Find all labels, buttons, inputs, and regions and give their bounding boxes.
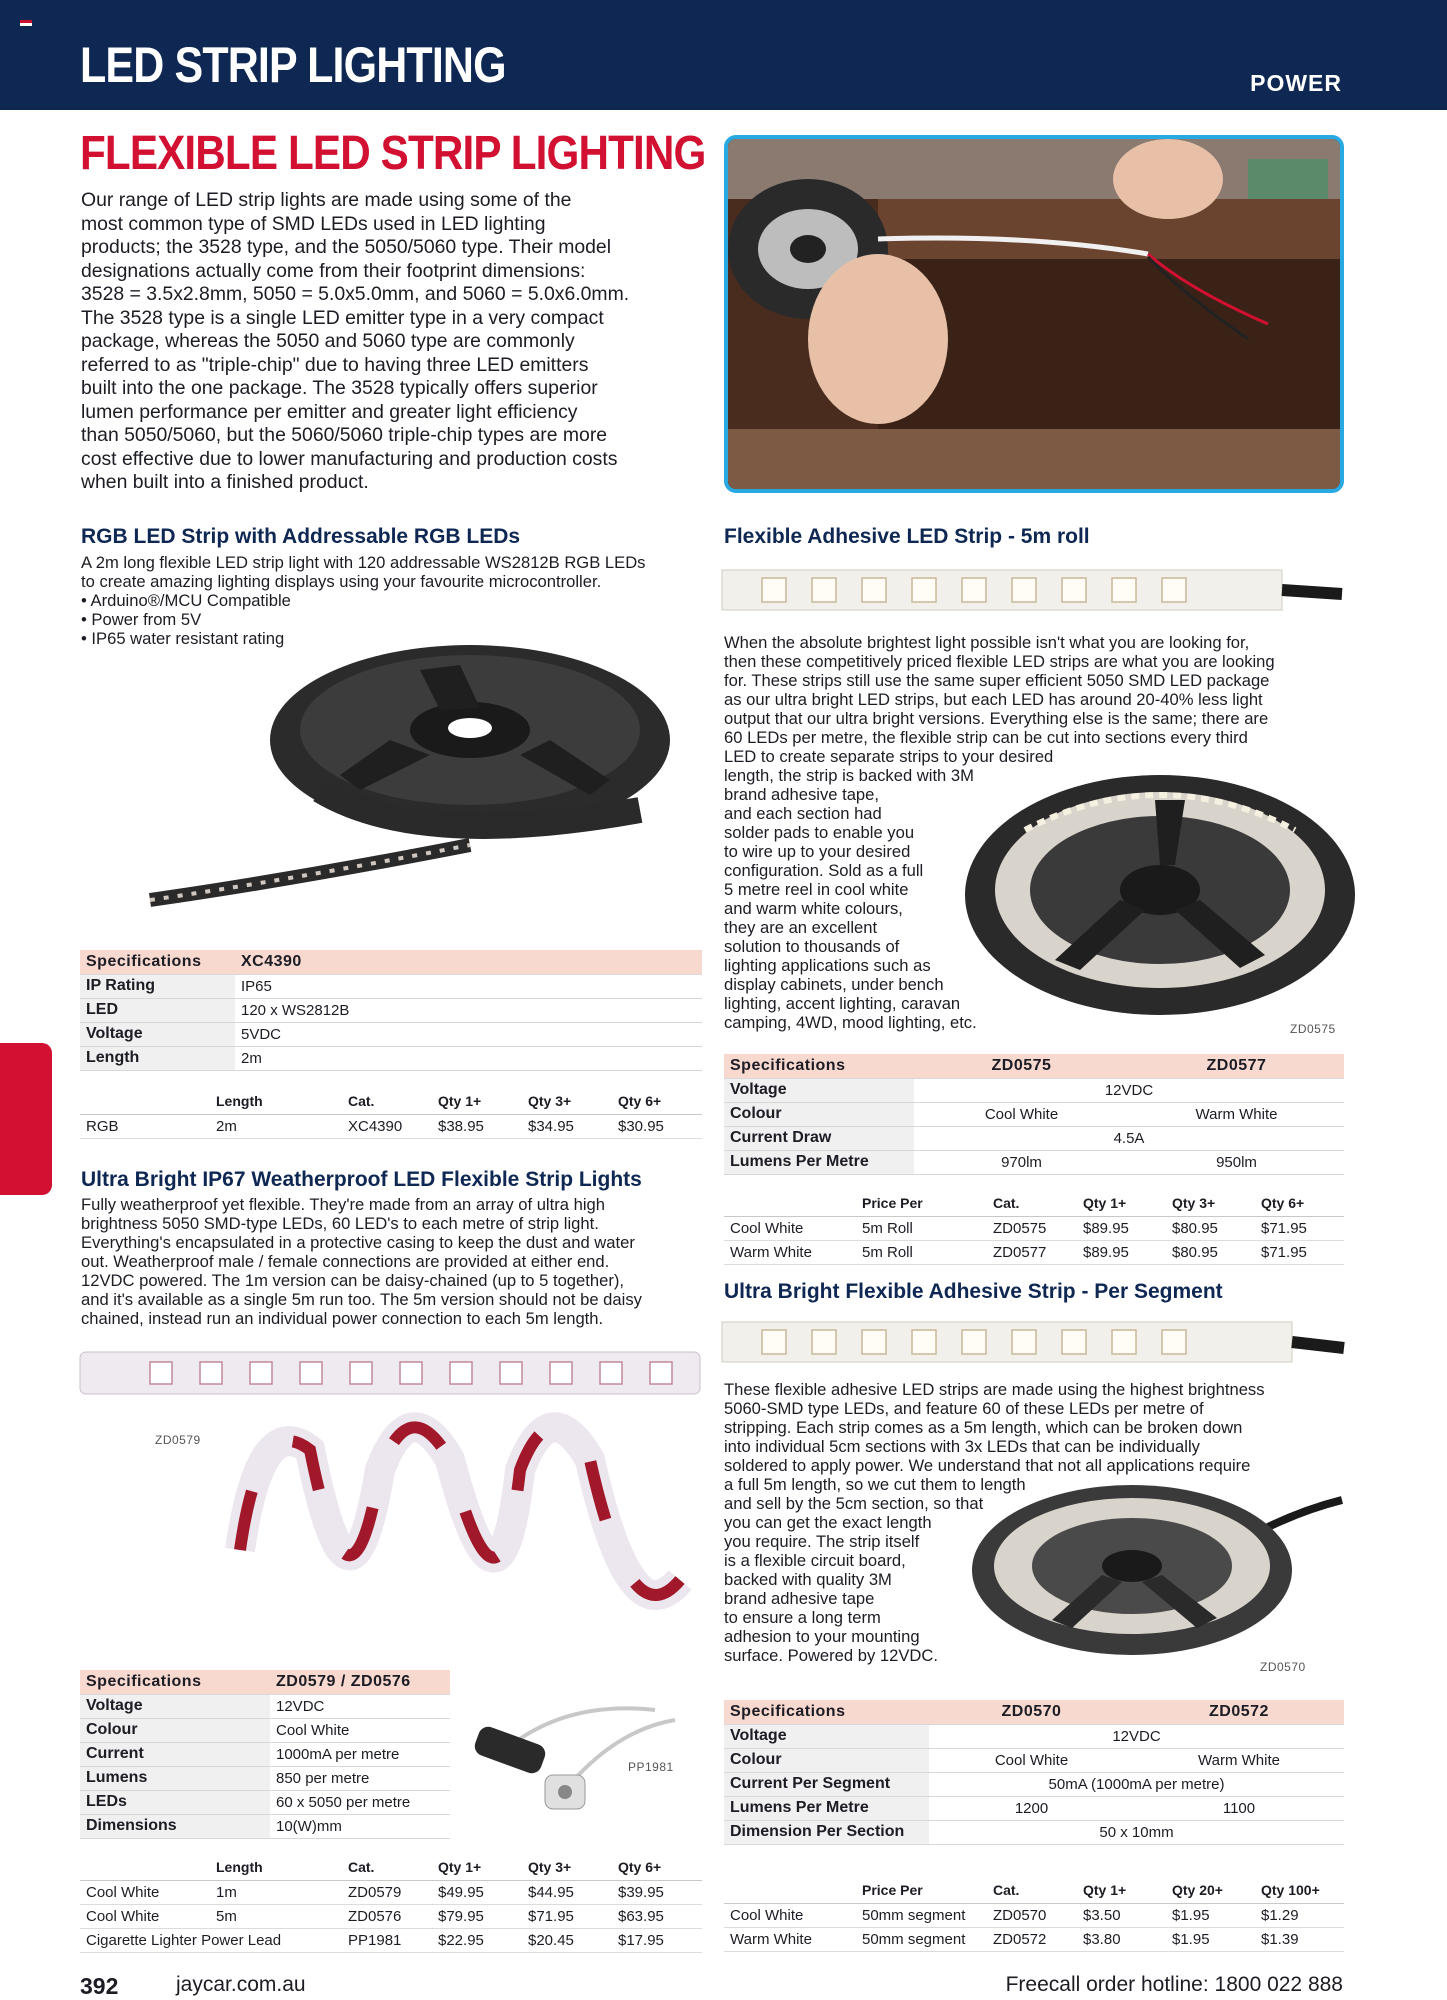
price-header-row <box>724 1877 1344 1903</box>
price-cell: 2m <box>210 1114 342 1138</box>
price-cell: $44.95 <box>522 1880 612 1904</box>
price-cell: $49.95 <box>432 1880 522 1904</box>
page-title: LED STRIP LIGHTING <box>80 37 506 93</box>
price-row <box>724 1216 1344 1240</box>
price-cell: $89.95 <box>1077 1216 1166 1240</box>
image-code-label: ZD0575 <box>1290 1022 1336 1036</box>
spec-label: Length <box>80 1046 235 1070</box>
desc-line: to wire up to your desired <box>724 842 911 861</box>
spec-value: 12VDC <box>929 1724 1344 1748</box>
price-cell: ZD0570 <box>987 1903 1077 1927</box>
spec-row <box>724 1078 1344 1102</box>
desc-line: for. These strips still use the same super efficient 5050 SMD LED package <box>724 671 1270 690</box>
price-header: Qty 6+ <box>612 1854 702 1880</box>
spec-header-row <box>724 1700 1344 1724</box>
price-row <box>80 1114 702 1138</box>
price-header: Cat. <box>987 1190 1077 1216</box>
desc-line: to create amazing lighting displays using your favourite microcontroller. <box>81 572 602 591</box>
desc-line: Fully weatherproof yet flexible. They're made from an array of ultra high <box>81 1195 605 1214</box>
price-cell: $63.95 <box>612 1904 702 1928</box>
price-header: Qty 1+ <box>1077 1877 1166 1903</box>
price-cell: Cigarette Lighter Power Lead <box>80 1928 342 1952</box>
spec-value: Cool White <box>914 1102 1129 1126</box>
price-cell: $30.95 <box>612 1114 702 1138</box>
price-cell: $1.95 <box>1166 1927 1255 1951</box>
price-cell: RGB <box>80 1114 210 1138</box>
price-cell: 1m <box>210 1880 342 1904</box>
spec-value: Warm White <box>1134 1748 1344 1772</box>
price-cell: $39.95 <box>612 1880 702 1904</box>
price-cell: 5m <box>210 1904 342 1928</box>
price-header: Qty 20+ <box>1166 1877 1255 1903</box>
spec-value: 50 x 10mm <box>929 1820 1344 1844</box>
desc-line: display cabinets, under bench <box>724 975 944 994</box>
price-cell: ZD0579 <box>342 1880 432 1904</box>
rgb-price-table <box>80 1088 702 1139</box>
price-cell: $79.95 <box>432 1904 522 1928</box>
spec-value: 60 x 5050 per metre <box>270 1790 450 1814</box>
price-cell: $34.95 <box>522 1114 612 1138</box>
desc-line: brand adhesive tape <box>724 1589 875 1608</box>
spec-label: Lumens Per Metre <box>724 1150 914 1174</box>
intro-line: than 5050/5060, but the 5060/5060 triple-chip types are more <box>81 424 608 446</box>
price-header: Price Per <box>856 1190 987 1216</box>
intro-line: products; the 3528 type, and the 5050/5060 type. Their model <box>81 236 612 258</box>
desc-line: 12VDC powered. The 1m version can be daisy-chained (up to 5 together), <box>81 1271 624 1290</box>
price-cell: $1.39 <box>1255 1927 1344 1951</box>
spec-header-cell: Specifications <box>80 1670 270 1694</box>
intro-line: most common type of SMD LEDs used in LED lighting <box>81 212 546 235</box>
desc-line: and each section had <box>724 804 882 823</box>
price-cell: PP1981 <box>342 1928 432 1952</box>
desc-line: adhesion to your mounting <box>724 1627 920 1646</box>
desc-line: is a flexible circuit board, <box>724 1551 906 1570</box>
spec-header-cell: Specifications <box>724 1054 914 1078</box>
spec-value: 10(W)mm <box>270 1814 450 1838</box>
spec-label: Current <box>80 1742 270 1766</box>
adhesive-5m-title: Flexible Adhesive LED Strip - 5m roll <box>724 525 1090 548</box>
intro-line: designations actually come from their footprint dimensions: <box>81 259 586 282</box>
spec-value: 120 x WS2812B <box>235 998 702 1022</box>
image-code-label: ZD0579 <box>155 1433 201 1447</box>
price-header: Qty 3+ <box>522 1088 612 1114</box>
price-header: Qty 1+ <box>432 1088 522 1114</box>
price-cell: 5m Roll <box>856 1240 987 1264</box>
desc-line: When the absolute brightest light possible isn't what you are looking for, <box>724 633 1250 652</box>
segment-reel-image <box>972 1470 1342 1660</box>
price-header: Cat. <box>342 1854 432 1880</box>
intro-line: 3528 = 3.5x2.8mm, 5050 = 5.0x5.0mm, and 5060 = 5.0x6.0mm. <box>81 283 630 305</box>
price-cell: $38.95 <box>432 1114 522 1138</box>
desc-line: brightness 5050 SMD-type LEDs, 60 LED's to each metre of strip light. <box>81 1214 599 1233</box>
spec-header-cell: Specifications <box>724 1700 929 1724</box>
price-header: Price Per <box>856 1877 987 1903</box>
desc-line: brand adhesive tape, <box>724 785 879 804</box>
weatherproof-spec-table <box>80 1670 450 1839</box>
price-header-row <box>80 1854 702 1880</box>
spec-row <box>80 974 702 998</box>
desc-line: solder pads to enable you <box>724 823 915 842</box>
desc-line: length, the strip is backed with 3M <box>724 766 974 785</box>
price-header: Qty 1+ <box>1077 1190 1166 1216</box>
adhesive-strip-image <box>722 566 1342 614</box>
spec-row <box>724 1772 1344 1796</box>
desc-line: • Power from 5V <box>81 610 202 629</box>
section-label: POWER <box>1250 70 1342 96</box>
weatherproof-description <box>81 1195 721 1328</box>
spec-row <box>80 1742 450 1766</box>
desc-line: output that our ultra bright versions. Everything else is the same; there are <box>724 709 1269 728</box>
intro-line: The 3528 type is a single LED emitter type in a very compact <box>81 306 604 329</box>
spec-row <box>80 1814 450 1838</box>
spec-value: Cool White <box>929 1748 1134 1772</box>
spec-value: 950lm <box>1129 1150 1344 1174</box>
spec-value: IP65 <box>235 974 702 998</box>
image-code-label: ZD0570 <box>1260 1660 1306 1674</box>
price-row <box>724 1903 1344 1927</box>
desc-line: Everything's encapsulated in a protective casing to keep the dust and water <box>81 1233 635 1252</box>
price-header <box>724 1190 856 1216</box>
price-row <box>724 1927 1344 1951</box>
desc-line: you can get the exact length <box>724 1513 932 1532</box>
spec-value: 850 per metre <box>270 1766 450 1790</box>
price-cell: ZD0577 <box>987 1240 1077 1264</box>
price-header: Qty 3+ <box>522 1854 612 1880</box>
intro-line: when built into a finished product. <box>81 471 369 493</box>
rgb-strip-reel-image <box>140 630 700 920</box>
desc-line: 5 metre reel in cool white <box>724 880 909 899</box>
spec-row <box>724 1820 1344 1844</box>
spec-header-cell: Specifications <box>80 950 235 974</box>
spec-label: Voltage <box>724 1078 914 1102</box>
desc-line: as our ultra bright LED strips, but each LED has around 20-40% less light <box>724 690 1263 709</box>
spec-row <box>724 1748 1344 1772</box>
desc-line: configuration. Sold as a full <box>724 861 924 880</box>
price-header: Qty 100+ <box>1255 1877 1344 1903</box>
spec-label: Dimensions <box>80 1814 270 1838</box>
intro-line: Our range of LED strip lights are made using some of the <box>81 189 572 211</box>
spec-header-cell: ZD0575 <box>914 1054 1129 1078</box>
desc-line: chained, instead run an individual power connection to each 5m length. <box>81 1309 604 1328</box>
side-tab <box>0 1043 52 1195</box>
desc-line: and sell by the 5cm section, so that <box>724 1494 984 1513</box>
segment-title: Ultra Bright Flexible Adhesive Strip - Per Segment <box>724 1280 1223 1303</box>
spec-header-cell: ZD0572 <box>1134 1700 1344 1724</box>
spec-value: 4.5A <box>914 1126 1344 1150</box>
main-title: FLEXIBLE LED STRIP LIGHTING <box>80 127 706 180</box>
spec-row <box>724 1126 1344 1150</box>
spec-header-cell: ZD0577 <box>1129 1054 1344 1078</box>
price-row <box>80 1928 702 1952</box>
price-cell: $80.95 <box>1166 1216 1255 1240</box>
spec-header-row <box>80 950 702 974</box>
price-cell: 50mm segment <box>856 1903 987 1927</box>
adhesive-5m-spec-table <box>724 1054 1344 1175</box>
desc-line: to ensure a long term <box>724 1608 881 1627</box>
intro-line: referred to as "triple-chip" due to having three LED emitters <box>81 353 589 376</box>
price-cell: $22.95 <box>432 1928 522 1952</box>
price-cell: $80.95 <box>1166 1240 1255 1264</box>
spec-row <box>80 1046 702 1070</box>
desc-line: they are an excellent <box>724 918 878 937</box>
adhesive-5m-price-table <box>724 1190 1344 1265</box>
desc-line: These flexible adhesive LED strips are made using the highest brightness <box>724 1380 1265 1399</box>
spec-header-cell: ZD0570 <box>929 1700 1134 1724</box>
price-cell: $17.95 <box>612 1928 702 1952</box>
intro-line: lumen performance per emitter and greater light efficiency <box>81 400 578 423</box>
desc-line: 5060-SMD type LEDs, and feature 60 of these LEDs per metre of <box>724 1399 1204 1418</box>
desc-line: • IP65 water resistant rating <box>81 629 285 648</box>
spec-label: LED <box>80 998 235 1022</box>
spec-row <box>724 1796 1344 1820</box>
price-header <box>80 1088 210 1114</box>
price-cell: Warm White <box>724 1240 856 1264</box>
desc-line: and warm white colours, <box>724 899 903 918</box>
desc-line: lighting, accent lighting, caravan <box>724 994 961 1013</box>
desc-line: lighting applications such as <box>724 956 931 975</box>
price-cell: 50mm segment <box>856 1927 987 1951</box>
spec-value: Cool White <box>270 1718 450 1742</box>
spec-row <box>80 1718 450 1742</box>
hotline-text: Freecall order hotline: 1800 022 888 <box>1005 1973 1343 1996</box>
desc-line: surface. Powered by 12VDC. <box>724 1646 938 1665</box>
page-number: 392 <box>80 1973 119 1999</box>
price-header: Length <box>210 1088 342 1114</box>
price-header-row <box>80 1088 702 1114</box>
price-cell: ZD0576 <box>342 1904 432 1928</box>
desc-line: backed with quality 3M <box>724 1570 892 1589</box>
desc-line: soldered to apply power. We understand that not all applications require <box>724 1456 1251 1475</box>
rgb-spec-table <box>80 950 702 1071</box>
spec-header-row <box>80 1670 450 1694</box>
spec-label: Lumens Per Metre <box>724 1796 929 1820</box>
weatherproof-title: Ultra Bright IP67 Weatherproof LED Flexible Strip Lights <box>81 1168 642 1191</box>
price-cell: Cool White <box>724 1216 856 1240</box>
spec-value: 5VDC <box>235 1022 702 1046</box>
intro-line: package, whereas the 5050 and 5060 type are commonly <box>81 330 575 352</box>
price-cell: $89.95 <box>1077 1240 1166 1264</box>
spec-row <box>724 1724 1344 1748</box>
spec-row <box>80 1766 450 1790</box>
spec-value: 1100 <box>1134 1796 1344 1820</box>
segment-strip-image <box>722 1318 1342 1366</box>
lead-code-label: PP1981 <box>628 1760 674 1774</box>
price-header <box>80 1854 210 1880</box>
spec-label: Voltage <box>80 1694 270 1718</box>
spec-label: Current Draw <box>724 1126 914 1150</box>
price-cell: $3.50 <box>1077 1903 1166 1927</box>
desc-line: into individual 5cm sections with 3x LEDs that can be individually <box>724 1437 1200 1456</box>
price-cell: Cool White <box>724 1903 856 1927</box>
spec-value: 1000mA per metre <box>270 1742 450 1766</box>
price-header: Cat. <box>342 1088 432 1114</box>
desc-line: out. Weatherproof male / female connections are provided at either end. <box>81 1252 610 1271</box>
price-header: Length <box>210 1854 342 1880</box>
spec-label: Voltage <box>80 1022 235 1046</box>
price-cell: $3.80 <box>1077 1927 1166 1951</box>
desc-line: stripping. Each strip comes as a 5m length, which can be broken down <box>724 1418 1243 1437</box>
spec-value: 12VDC <box>270 1694 450 1718</box>
rgb-title: RGB LED Strip with Addressable RGB LEDs <box>81 525 521 548</box>
desc-line: a full 5m length, so we cut them to length <box>724 1475 1026 1494</box>
price-cell: $71.95 <box>1255 1216 1344 1240</box>
price-header <box>724 1877 856 1903</box>
spec-row <box>80 1022 702 1046</box>
desc-line: and it's available as a single 5m run too. The 5m version should not be daisy <box>81 1290 642 1309</box>
price-cell: $1.95 <box>1166 1903 1255 1927</box>
price-cell: Cool White <box>80 1880 210 1904</box>
desc-line: solution to thousands of <box>724 937 900 956</box>
adhesive-5m-reel-image <box>965 770 1355 1020</box>
price-cell: 5m Roll <box>856 1216 987 1240</box>
desc-line: LED to create separate strips to your desired <box>724 747 1054 766</box>
weatherproof-strip-image <box>80 1350 700 1660</box>
weatherproof-price-table <box>80 1854 702 1953</box>
price-row <box>80 1904 702 1928</box>
spec-header-row <box>724 1054 1344 1078</box>
price-cell: $71.95 <box>1255 1240 1344 1264</box>
intro-line: cost effective due to lower manufacturing and production costs <box>81 447 618 470</box>
desc-line: you require. The strip itself <box>724 1532 920 1551</box>
spec-value: 50mA (1000mA per metre) <box>929 1772 1344 1796</box>
spec-row <box>80 998 702 1022</box>
price-cell: $71.95 <box>522 1904 612 1928</box>
flag-icon <box>20 20 32 29</box>
desc-line: then these competitively priced flexible LED strips are what you are looking <box>724 652 1275 671</box>
spec-label: Colour <box>80 1718 270 1742</box>
price-row <box>80 1880 702 1904</box>
spec-header-cell: XC4390 <box>235 950 702 974</box>
desc-line: camping, 4WD, mood lighting, etc. <box>724 1013 977 1032</box>
spec-label: LEDs <box>80 1790 270 1814</box>
price-header-row <box>724 1190 1344 1216</box>
intro-text <box>81 189 701 495</box>
price-header: Qty 6+ <box>612 1088 702 1114</box>
segment-spec-table <box>724 1700 1344 1845</box>
desc-line: • Arduino®/MCU Compatible <box>81 591 291 610</box>
price-cell: ZD0575 <box>987 1216 1077 1240</box>
price-cell: Warm White <box>724 1927 856 1951</box>
price-cell: Cool White <box>80 1904 210 1928</box>
spec-value: 12VDC <box>914 1078 1344 1102</box>
spec-row <box>724 1102 1344 1126</box>
spec-value: 2m <box>235 1046 702 1070</box>
price-cell: ZD0572 <box>987 1927 1077 1951</box>
spec-row <box>80 1790 450 1814</box>
desc-line: A 2m long flexible LED strip light with 120 addressable WS2812B RGB LEDs <box>81 553 646 572</box>
spec-label: Colour <box>724 1102 914 1126</box>
hero-photo-illustration <box>728 139 1340 489</box>
price-header: Qty 1+ <box>432 1854 522 1880</box>
website-link[interactable]: jaycar.com.au <box>176 1973 306 1996</box>
spec-label: Dimension Per Section <box>724 1820 929 1844</box>
price-cell: XC4390 <box>342 1114 432 1138</box>
price-header: Cat. <box>987 1877 1077 1903</box>
spec-label: Lumens <box>80 1766 270 1790</box>
segment-price-table <box>724 1877 1344 1952</box>
price-header: Qty 6+ <box>1255 1190 1344 1216</box>
spec-value: 1200 <box>929 1796 1134 1820</box>
price-row <box>724 1240 1344 1264</box>
hero-photo <box>724 135 1344 493</box>
price-header: Qty 3+ <box>1166 1190 1255 1216</box>
spec-label: IP Rating <box>80 974 235 998</box>
intro-line: built into the one package. The 3528 typically offers superior <box>81 377 598 399</box>
spec-header-cell: ZD0579 / ZD0576 <box>270 1670 450 1694</box>
spec-value: Warm White <box>1129 1102 1344 1126</box>
spec-row <box>80 1694 450 1718</box>
header-bar <box>0 0 1447 110</box>
price-cell: $20.45 <box>522 1928 612 1952</box>
spec-row <box>724 1150 1344 1174</box>
spec-label: Current Per Segment <box>724 1772 929 1796</box>
spec-label: Colour <box>724 1748 929 1772</box>
spec-label: Voltage <box>724 1724 929 1748</box>
spec-value: 970lm <box>914 1150 1129 1174</box>
price-cell: $1.29 <box>1255 1903 1344 1927</box>
desc-line: 60 LEDs per metre, the flexible strip can be cut into sections every third <box>724 728 1248 747</box>
